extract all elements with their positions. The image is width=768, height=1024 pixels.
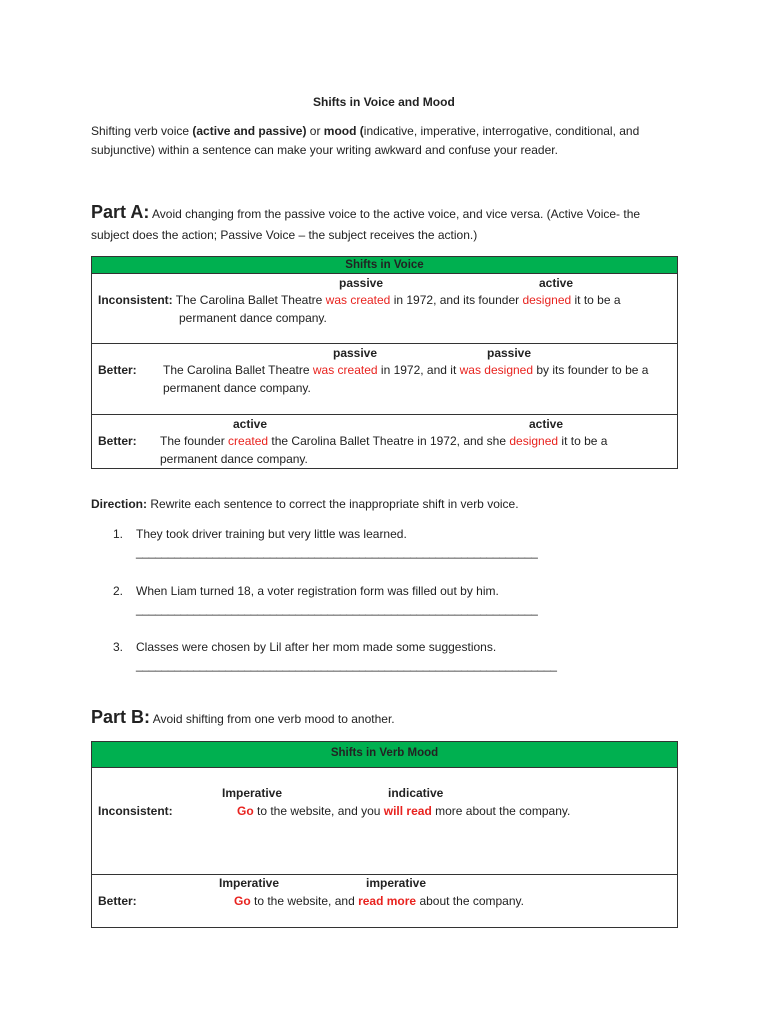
- sentence-text: it to be a: [558, 434, 608, 448]
- sentence-text: by its founder to be a: [533, 363, 649, 377]
- mood-tag: imperative: [366, 876, 427, 890]
- sentence-text: The Carolina Ballet Theatre: [175, 293, 326, 307]
- exercise-text: They took driver training but very little was learned.: [136, 527, 407, 541]
- exercise-number: 2.: [113, 584, 124, 598]
- row-label: Inconsistent:: [98, 293, 173, 307]
- highlighted-verb: designed: [522, 293, 572, 307]
- sentence-text: in 1972, and it: [377, 363, 460, 377]
- direction: [91, 497, 519, 511]
- voice-table: [91, 256, 678, 469]
- direction-text: Rewrite each sentence to correct the inappropriate shift in verb voice.: [147, 497, 519, 511]
- sentence-text: about the company.: [416, 894, 524, 908]
- mood-tag: Imperative: [219, 876, 280, 890]
- intro-paragraph: [91, 124, 639, 138]
- sentence-text: it to be a: [571, 293, 621, 307]
- exercise-text: Classes were chosen by Lil after her mom made some suggestions.: [136, 640, 497, 654]
- highlighted-verb: was created: [325, 293, 391, 307]
- sentence-text: permanent dance company.: [179, 311, 327, 325]
- direction-label: Direction:: [91, 497, 148, 511]
- sentence-text: more about the company.: [431, 804, 571, 818]
- row-label: Better:: [98, 894, 137, 908]
- intro-line2: subjunctive) within a sentence can make your writing awkward and confuse your reader.: [91, 143, 558, 157]
- table-row: [92, 768, 677, 875]
- highlighted-verb: Go: [234, 894, 251, 908]
- voice-tag: active: [233, 417, 268, 431]
- voice-tag: passive: [333, 346, 378, 360]
- highlighted-verb: designed: [509, 434, 559, 448]
- intro-bold: mood (: [323, 124, 364, 138]
- mood-tag: Imperative: [222, 786, 283, 800]
- sentence-text: in 1972, and its founder: [390, 293, 523, 307]
- part-a-heading: [91, 202, 640, 223]
- sentence-text: The founder: [160, 434, 229, 448]
- highlighted-verb: was designed: [459, 363, 534, 377]
- voice-tag: active: [539, 276, 574, 290]
- row-label: Better:: [98, 363, 137, 377]
- voice-table-header: Shifts in Voice: [92, 257, 677, 274]
- page-title: Shifts in Voice and Mood: [313, 95, 455, 109]
- table-row: [92, 875, 677, 927]
- answer-blank[interactable]: _______________________________________________________________: [136, 545, 538, 559]
- mood-table-header: Shifts in Verb Mood: [92, 742, 677, 768]
- highlighted-verb: was created: [312, 363, 378, 377]
- sentence-text: the Carolina Ballet Theatre in 1972, and she: [268, 434, 510, 448]
- intro-text: indicative, imperative, interrogative, conditional, and: [363, 124, 640, 138]
- highlighted-verb: will read: [383, 804, 432, 818]
- table-row: [92, 344, 677, 415]
- exercise-text: When Liam turned 18, a voter registration form was filled out by him.: [136, 584, 499, 598]
- exercise-number: 1.: [113, 527, 124, 541]
- highlighted-verb: created: [228, 434, 269, 448]
- part-a-label: Part A:: [91, 202, 150, 222]
- answer-blank[interactable]: _______________________________________________________________: [136, 602, 538, 616]
- sentence-text: The Carolina Ballet Theatre: [163, 363, 313, 377]
- mood-table: [91, 741, 678, 928]
- exercise-number: 3.: [113, 640, 124, 654]
- intro-text: or: [306, 124, 324, 138]
- part-b-label: Part B:: [91, 707, 151, 727]
- part-a-text: Avoid changing from the passive voice to the active voice, and vice versa. (Active Voice- the: [149, 207, 641, 221]
- table-row: [92, 274, 677, 344]
- highlighted-verb: read more: [358, 894, 417, 908]
- intro-text: Shifting verb voice: [91, 124, 193, 138]
- answer-blank[interactable]: __________________________________________________________________: [136, 658, 557, 672]
- part-a-text2: subject does the action; Passive Voice – the subject receives the action.): [91, 228, 478, 242]
- voice-tag: active: [529, 417, 564, 431]
- voice-tag: passive: [339, 276, 384, 290]
- table-row: [92, 415, 677, 468]
- sentence-text: to the website, and you: [253, 804, 384, 818]
- voice-tag: passive: [487, 346, 532, 360]
- sentence-text: to the website, and: [250, 894, 359, 908]
- sentence-text: permanent dance company.: [163, 381, 311, 395]
- part-b-heading: [91, 707, 395, 728]
- row-label: Inconsistent:: [98, 804, 173, 818]
- row-label: Better:: [98, 434, 137, 448]
- sentence-text: permanent dance company.: [160, 452, 308, 466]
- intro-bold: (active and passive): [192, 124, 307, 138]
- highlighted-verb: Go: [237, 804, 254, 818]
- part-b-text: Avoid shifting from one verb mood to another.: [150, 712, 395, 726]
- mood-tag: indicative: [388, 786, 444, 800]
